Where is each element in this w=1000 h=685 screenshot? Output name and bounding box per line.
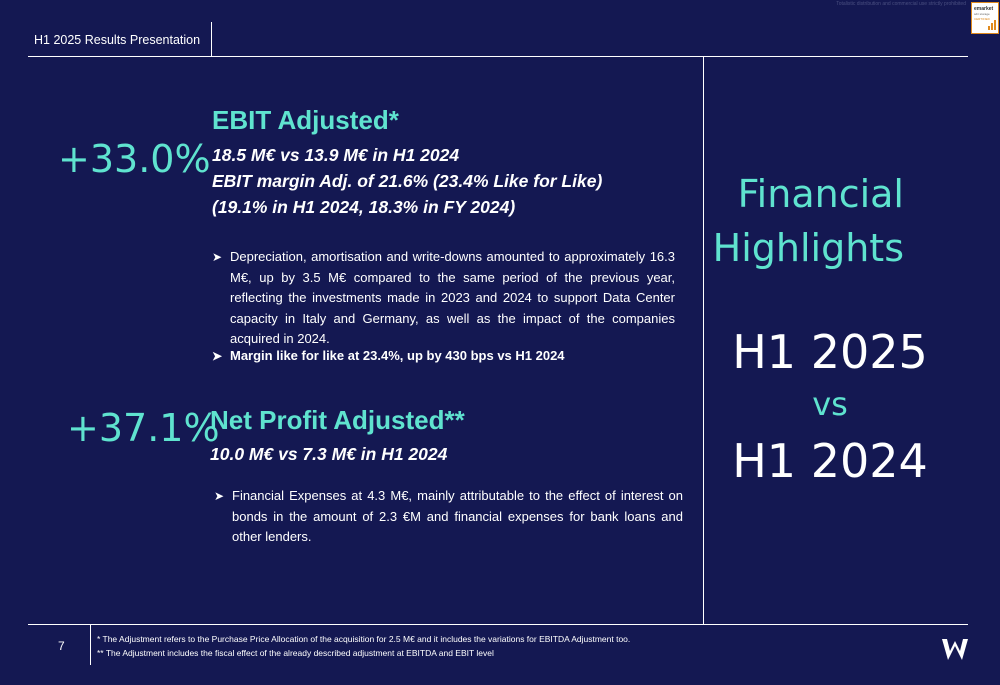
net-profit-growth-percent: +37.1% — [67, 406, 220, 450]
bullet-text: Financial Expenses at 4.3 M€, mainly attributable to the effect of interest on bonds in the amount of 2.3 €M and financial expenses for bank loans and other lenders. — [232, 488, 683, 544]
ebit-bullet — [212, 346, 675, 367]
badge-bar-icon — [988, 26, 990, 30]
period-vs: vs — [812, 385, 848, 423]
disclaimer-text: Totalistic distribution and commercial use strictly prohibited — [836, 1, 966, 7]
footnote: * The Adjustment refers to the Purchase Price Allocation of the acquisition for 2.5 M€ and it includes the variations for EBITDA Adjustment too. — [97, 634, 631, 644]
footer-rule — [28, 624, 968, 625]
sidebar-heading-line2: Highlights — [712, 226, 904, 270]
arrow-bullet-icon: ➤ — [212, 250, 223, 264]
ebit-title: EBIT Adjusted* — [212, 105, 399, 135]
badge-line2: sdir storage — [974, 12, 990, 16]
ebit-growth-percent: +33.0% — [58, 137, 211, 181]
page-number: 7 — [58, 639, 65, 653]
certification-badge-logo — [971, 2, 999, 34]
arrow-bullet-icon: ➤ — [212, 349, 223, 363]
header-rule — [28, 56, 968, 57]
company-logo-icon — [940, 634, 970, 664]
arrow-bullet-icon: ➤ — [214, 489, 225, 503]
ebit-detail-line: (19.1% in H1 2024, 18.3% in FY 2024) — [212, 197, 516, 217]
ebit-detail-line: 18.5 M€ vs 13.9 M€ in H1 2024 — [212, 145, 460, 165]
ebit-bullet — [212, 247, 675, 350]
period-previous: H1 2024 — [732, 434, 928, 488]
badge-bar-icon — [994, 20, 996, 30]
sidebar-heading-line1: Financial — [737, 172, 904, 216]
badge-line3: CERTIFIED — [974, 17, 990, 21]
bullet-text: Margin like for like at 23.4%, up by 430 bps vs H1 2024 — [230, 348, 565, 363]
badge-line1: emarket — [974, 6, 994, 12]
footer-divider — [90, 625, 91, 665]
bullet-text: Depreciation, amortisation and write-downs amounted to approximately 16.3 M€, up by 3.5 M€ compared to the same period of the previous year, reflecting the investments made in 2023 and 2024 to support Data Center capacity in Italy and Germany, as well as the impact of the companies acquired in 2024. — [230, 249, 675, 346]
net-profit-bullet — [214, 486, 683, 548]
footnote: ** The Adjustment includes the fiscal effect of the already described adjustment at EBITDA and EBIT level — [97, 648, 494, 658]
net-profit-detail: 10.0 M€ vs 7.3 M€ in H1 2024 — [210, 444, 448, 464]
ebit-detail-line: EBIT margin Adj. of 21.6% (23.4% Like for Like) — [212, 171, 603, 191]
header-divider — [211, 22, 212, 56]
ebit-details — [212, 142, 602, 220]
net-profit-title: Net Profit Adjusted** — [210, 405, 465, 435]
period-current: H1 2025 — [732, 325, 928, 379]
header-title: H1 2025 Results Presentation — [34, 33, 201, 47]
badge-bar-icon — [991, 23, 993, 30]
